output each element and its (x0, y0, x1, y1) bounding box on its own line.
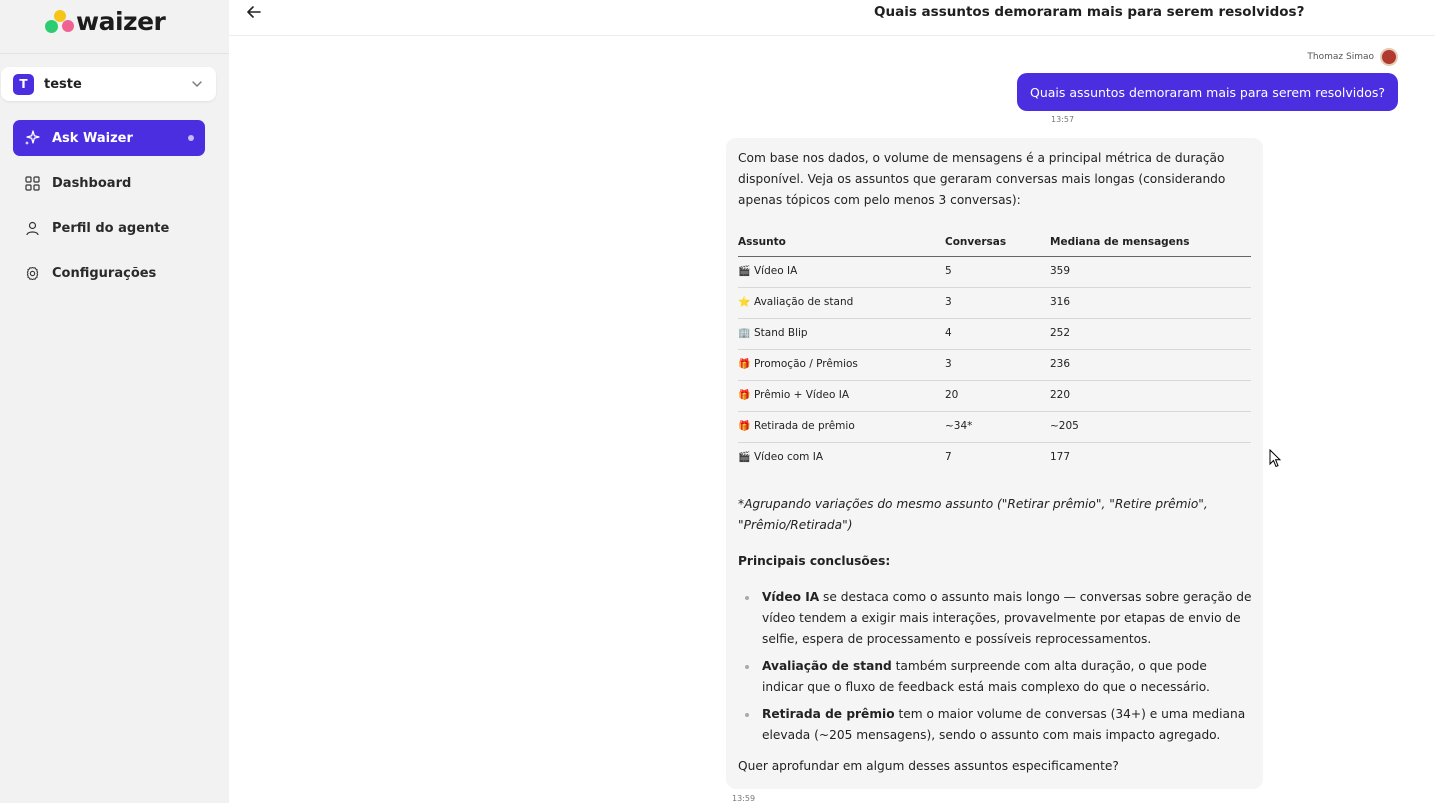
list-item: Retirada de prêmio tem o maior volume de conversas (34+) e uma mediana elevada (~205 mensagens), sendo o assunto com mais impacto agregado. (762, 704, 1252, 746)
back-arrow-icon[interactable] (245, 4, 263, 20)
nav-item-ask-waizer[interactable] (13, 120, 205, 156)
column-header: Assunto (738, 230, 945, 256)
results-table (738, 230, 1251, 473)
count-cell: 5 (945, 256, 1050, 287)
median-cell: 220 (1050, 380, 1251, 411)
table-header-row (738, 230, 1251, 256)
subject-text: Promoção / Prêmios (754, 358, 858, 370)
nav-label: Configurações (52, 265, 157, 281)
avatar (1380, 48, 1398, 66)
gear-icon (24, 265, 40, 281)
sidebar (0, 0, 229, 803)
subject-text: Retirada de prêmio (754, 420, 855, 432)
table-row (738, 380, 1251, 411)
assistant-message-bubble (726, 138, 1263, 789)
table-row (738, 318, 1251, 349)
count-cell: 3 (945, 287, 1050, 318)
subject-text: Stand Blip (754, 327, 808, 339)
conclusions-list (738, 587, 1251, 746)
count-cell: 20 (945, 380, 1050, 411)
nav-item-perfil-do-agente[interactable] (13, 210, 205, 246)
waizer-logo[interactable] (44, 6, 165, 36)
chevron-down-icon (190, 77, 204, 91)
building-icon: 🏢 (738, 328, 751, 339)
subject-cell (738, 287, 945, 318)
clapperboard-icon: 🎬 (738, 452, 751, 464)
workspace-name: teste (44, 76, 82, 92)
user-name: Thomaz Simao (1307, 52, 1374, 62)
table-footnote: *Agrupando variações do mesmo assunto ("Retirar prêmio", "Retire prêmio", "Prêmio/Retirada") (738, 497, 1208, 532)
median-cell: 359 (1050, 256, 1251, 287)
workspace-selector[interactable] (1, 67, 216, 101)
table-row (738, 411, 1251, 442)
median-cell: ~205 (1050, 411, 1251, 442)
table-row (738, 349, 1251, 380)
nav-label: Dashboard (52, 175, 132, 191)
median-cell: 316 (1050, 287, 1251, 318)
dashboard-icon (24, 175, 40, 191)
subject-cell (738, 256, 945, 287)
workspace-avatar: T (13, 74, 34, 95)
user-icon (24, 220, 40, 236)
nav-item-configuracoes[interactable] (13, 255, 205, 291)
gift-icon: 🎁 (738, 359, 751, 370)
median-cell: 177 (1050, 451, 1071, 464)
mouse-cursor-icon (1269, 449, 1281, 468)
user-message-bubble: Quais assuntos demoraram mais para serem resolvidos? (1017, 73, 1398, 111)
sparkle-icon (24, 130, 40, 146)
subject-text: Vídeo IA (754, 265, 798, 277)
count-cell: ~34* (945, 411, 1050, 442)
column-header: Conversas (945, 230, 1050, 256)
conclusions-heading: Principais conclusões: (738, 554, 891, 568)
nav-label: Perfil do agente (52, 220, 170, 236)
subject-cell (738, 380, 945, 411)
follow-up-question: Quer aprofundar em algum desses assuntos especificamente? (738, 759, 1119, 773)
list-item: Avaliação de stand também surpreende com alta duração, o que pode indicar que o fluxo de feedback está mais complexo do que o necessário. (762, 656, 1252, 698)
median-cell: 236 (1050, 349, 1251, 380)
star-icon: ⭐ (738, 297, 751, 308)
subject-cell (738, 442, 945, 473)
table-row (738, 256, 1251, 287)
sidebar-nav (13, 120, 205, 300)
clapperboard-icon: 🎬 (738, 266, 751, 277)
chat-header (229, 0, 1435, 36)
sidebar-divider (0, 53, 229, 54)
count-cell: 3 (945, 349, 1050, 380)
nav-item-dashboard[interactable] (13, 165, 205, 201)
assistant-message-time: 13:59 (732, 794, 756, 803)
subject-cell (738, 349, 945, 380)
subject-cell (738, 318, 945, 349)
gift-icon: 🎁 (738, 421, 751, 432)
logo-dots-icon (44, 7, 74, 35)
table-row (738, 287, 1251, 318)
subject-text: Prêmio + Vídeo IA (754, 389, 850, 401)
nav-label: Ask Waizer (52, 130, 133, 146)
page-title: Quais assuntos demoraram mais para serem resolvidos? (874, 4, 1305, 20)
median-cell: 252 (1050, 318, 1251, 349)
subject-text: Vídeo com IA (754, 451, 824, 464)
count-cell: 4 (945, 318, 1050, 349)
column-header: Mediana de mensagens (1050, 230, 1251, 256)
list-item: Vídeo IA se destaca como o assunto mais longo — conversas sobre geração de vídeo tendem a exigir mais interações, provavelmente por etapas de envio de selfie, espera de processamento e possíveis reprocessamentos. (762, 587, 1252, 650)
assistant-intro: Com base nos dados, o volume de mensagens é a principal métrica de duração disponível. Veja os assuntos que geraram conversas mais longas (considerando apenas tópicos com pelo menos 3 conversas): (738, 151, 1226, 207)
user-message-meta (1307, 48, 1398, 66)
gift-icon: 🎁 (738, 390, 751, 401)
subject-cell (738, 411, 945, 442)
table-row (738, 442, 1251, 473)
user-message-time: 13:57 (1051, 115, 1075, 124)
subject-text: Avaliação de stand (754, 296, 854, 308)
count-cell: 7 (945, 451, 952, 464)
logo-text: waizer (76, 6, 166, 36)
active-indicator-dot (188, 135, 194, 141)
